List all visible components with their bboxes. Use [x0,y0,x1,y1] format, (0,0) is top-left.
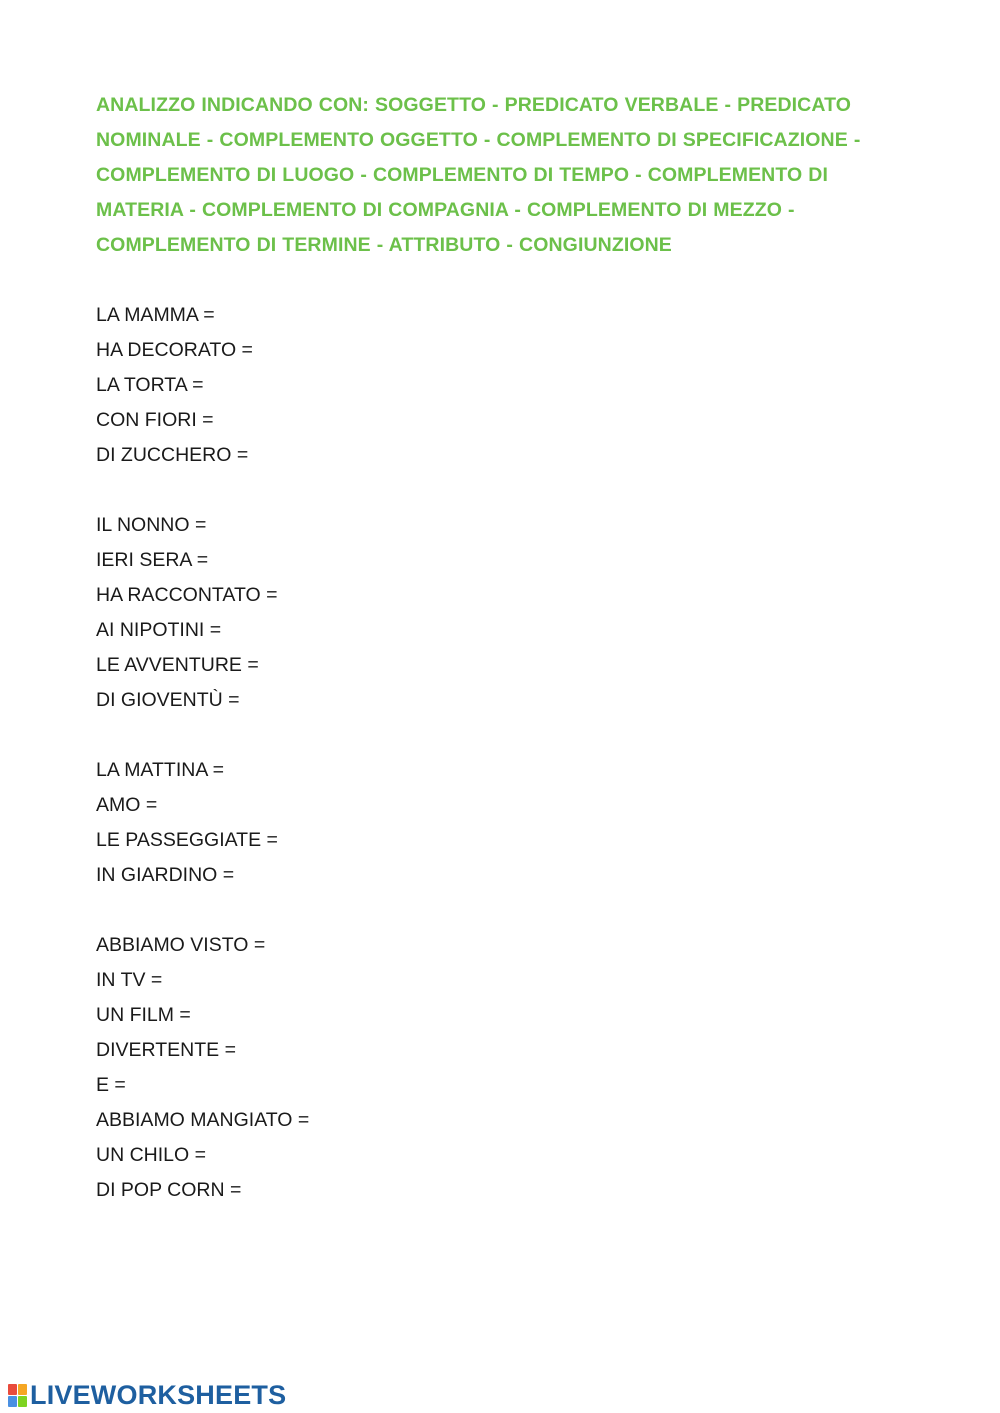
analysis-line: HA DECORATO = [96,339,253,361]
analysis-line: DIVERTENTE = [96,1039,236,1061]
analysis-line: E = [96,1074,126,1096]
analysis-line: AI NIPOTINI = [96,619,222,641]
logo-block [18,1384,27,1395]
logo-text: LIVEWORKSHEETS [30,1379,287,1410]
analysis-line: DI GIOVENTÙ = [96,689,240,711]
sentence-group [96,298,896,473]
liveworksheets-logo[interactable] [8,1380,286,1410]
logo-blocks-icon [8,1384,27,1407]
analysis-line: LE PASSEGGIATE = [96,829,278,851]
analysis-line: UN CHILO = [96,1144,206,1166]
logo-block [8,1396,17,1407]
sentence-group [96,928,896,1208]
analysis-line: LA TORTA = [96,374,204,396]
analysis-line: IN TV = [96,969,163,991]
analysis-line: ABBIAMO VISTO = [96,934,266,956]
sentences-container [96,298,896,1208]
logo-block [18,1396,27,1407]
analysis-line: IN GIARDINO = [96,864,235,886]
analysis-line: HA RACCONTATO = [96,584,278,606]
sentence-group [96,753,896,893]
analysis-line: LA MAMMA = [96,304,215,326]
analysis-line: LE AVVENTURE = [96,654,259,676]
analysis-line: ABBIAMO MANGIATO = [96,1109,310,1131]
analysis-line: DI POP CORN = [96,1179,242,1201]
analysis-line: AMO = [96,794,158,816]
sentence-group [96,508,896,718]
analysis-line: LA MATTINA = [96,759,225,781]
analysis-line: IL NONNO = [96,514,207,536]
instructions: ANALIZZO INDICANDO CON: SOGGETTO - PREDICATO VERBALE - PREDICATO NOMINALE - COMPLEMENTO OGGETTO - COMPLEMENTO DI SPECIFICAZIONE - COMPLEMENTO DI LUOGO - COMPLEMENTO DI TEMPO - COMPLEMENTO DI MATERIA - COMPLEMENTO DI COMPAGNIA - COMPLEMENTO DI MEZZO - COMPLEMENTO DI TERMINE - ATTRIBUTO - CONGIUNZIONE [96,94,861,256]
logo-block [8,1384,17,1395]
analysis-line: UN FILM = [96,1004,191,1026]
analysis-line: IERI SERA = [96,549,209,571]
worksheet [96,88,896,1208]
analysis-line: DI ZUCCHERO = [96,444,249,466]
analysis-line: CON FIORI = [96,409,214,431]
